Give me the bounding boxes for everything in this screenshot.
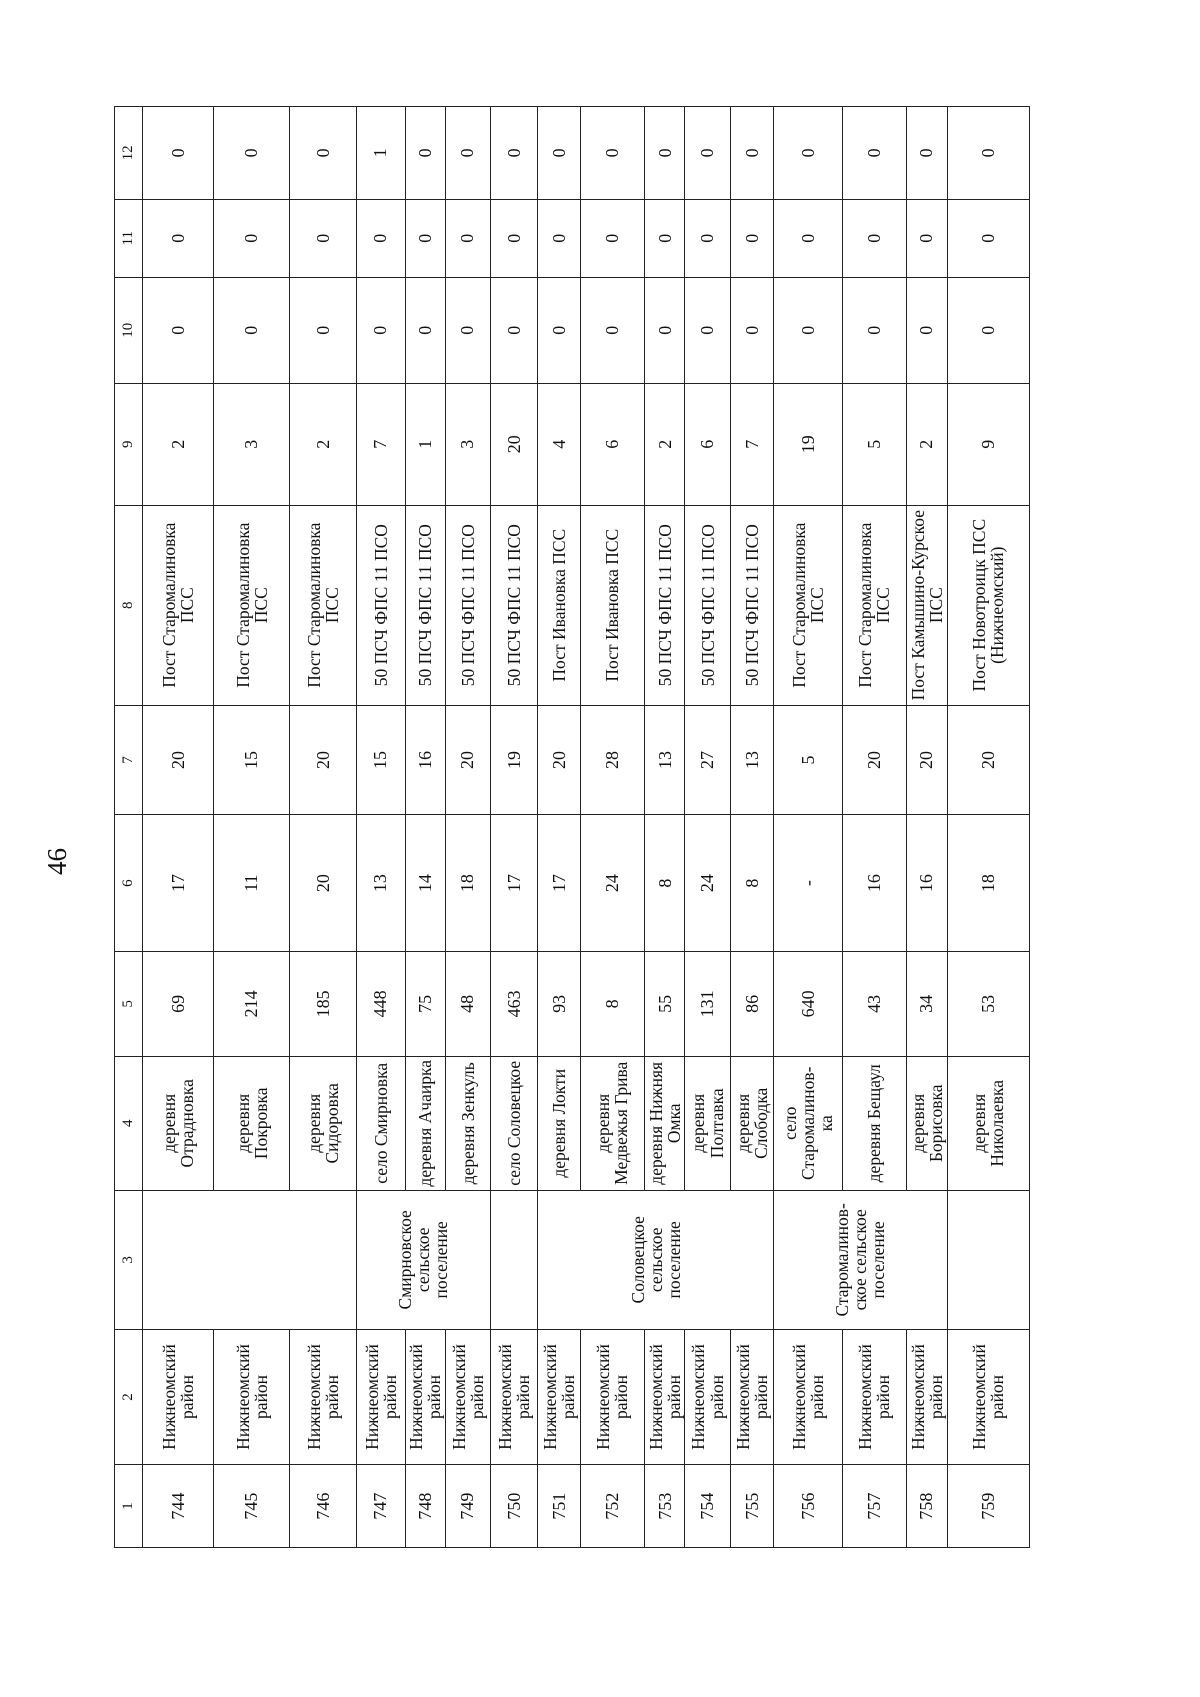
population-cell: 48 bbox=[445, 951, 490, 1056]
locality-cell: село Старомалинов-ка bbox=[773, 1056, 842, 1190]
value-cell: 0 bbox=[773, 199, 842, 277]
value-cell: 0 bbox=[405, 107, 445, 200]
district-cell: Нижнеомский район bbox=[445, 1329, 490, 1464]
value-cell: 0 bbox=[645, 107, 685, 200]
value-cell: 5 bbox=[843, 383, 907, 505]
value-cell: 20 bbox=[445, 705, 490, 815]
locality-cell: деревня Нижняя Омка bbox=[645, 1056, 685, 1190]
value-cell: 19 bbox=[773, 383, 842, 505]
value-cell: 8 bbox=[730, 815, 773, 952]
district-cell: Нижнеомский район bbox=[730, 1329, 773, 1464]
fire-unit-cell: Пост Ивановка ПСС bbox=[538, 505, 580, 705]
population-cell: 69 bbox=[143, 951, 214, 1056]
value-cell: 13 bbox=[356, 815, 405, 952]
value-cell: 7 bbox=[730, 383, 773, 505]
value-cell: 3 bbox=[445, 383, 490, 505]
fire-unit-cell: Пост Ивановка ПСС bbox=[580, 505, 645, 705]
settlement-group-cell: Соловецкое сельское поселение bbox=[538, 1190, 773, 1329]
value-cell: 0 bbox=[356, 199, 405, 277]
value-cell: 20 bbox=[289, 705, 356, 815]
value-cell: 3 bbox=[214, 383, 290, 505]
district-cell: Нижнеомский район bbox=[906, 1329, 947, 1464]
fire-unit-cell: Пост Камышино-Курское ПСС bbox=[906, 505, 947, 705]
fire-unit-cell: Пост Новотроицк ПСС (Нижнеомский) bbox=[947, 505, 1029, 705]
district-cell: Нижнеомский район bbox=[843, 1329, 907, 1464]
rotated-table-wrapper bbox=[114, 106, 1030, 1548]
settlements-table bbox=[114, 106, 1030, 1548]
district-cell: Нижнеомский район bbox=[580, 1329, 645, 1464]
district-cell: Нижнеомский район bbox=[645, 1329, 685, 1464]
fire-unit-cell: Пост Старомалиновка ПСС bbox=[289, 505, 356, 705]
row-number-cell: 754 bbox=[685, 1465, 730, 1548]
value-cell: 0 bbox=[490, 199, 538, 277]
header-cell: 7 bbox=[115, 705, 143, 815]
fire-unit-cell: Пост Старомалиновка ПСС bbox=[214, 505, 290, 705]
row-number-cell: 746 bbox=[289, 1465, 356, 1548]
value-cell: 0 bbox=[289, 199, 356, 277]
value-cell: 0 bbox=[947, 277, 1029, 383]
value-cell: 28 bbox=[580, 705, 645, 815]
table-row bbox=[289, 107, 356, 1548]
district-cell: Нижнеомский район bbox=[773, 1329, 842, 1464]
value-cell: 0 bbox=[143, 277, 214, 383]
value-cell: 0 bbox=[538, 277, 580, 383]
header-cell: 4 bbox=[115, 1056, 143, 1190]
locality-cell: деревня Сидоровка bbox=[289, 1056, 356, 1190]
value-cell: 0 bbox=[445, 199, 490, 277]
value-cell: 0 bbox=[906, 199, 947, 277]
value-cell: 0 bbox=[214, 277, 290, 383]
value-cell: 0 bbox=[773, 277, 842, 383]
value-cell: 8 bbox=[645, 815, 685, 952]
value-cell: 0 bbox=[947, 199, 1029, 277]
value-cell: 13 bbox=[645, 705, 685, 815]
value-cell: 24 bbox=[580, 815, 645, 952]
fire-unit-cell: 50 ПСЧ ФПС 11 ПСО bbox=[645, 505, 685, 705]
table-row bbox=[538, 107, 580, 1548]
value-cell: 0 bbox=[214, 107, 290, 200]
value-cell: 4 bbox=[538, 383, 580, 505]
table-row bbox=[773, 107, 842, 1548]
district-cell: Нижнеомский район bbox=[356, 1329, 405, 1464]
value-cell: 0 bbox=[538, 107, 580, 200]
value-cell: 0 bbox=[947, 107, 1029, 200]
locality-cell: деревня Зенкуль bbox=[445, 1056, 490, 1190]
district-cell: Нижнеомский район bbox=[490, 1329, 538, 1464]
district-cell: Нижнеомский район bbox=[289, 1329, 356, 1464]
locality-cell: деревня Бещаул bbox=[843, 1056, 907, 1190]
population-cell: 55 bbox=[645, 951, 685, 1056]
population-cell: 8 bbox=[580, 951, 645, 1056]
value-cell: 20 bbox=[143, 705, 214, 815]
value-cell: 0 bbox=[143, 107, 214, 200]
value-cell: 0 bbox=[773, 107, 842, 200]
value-cell: 0 bbox=[405, 199, 445, 277]
value-cell: 14 bbox=[405, 815, 445, 952]
table-row bbox=[645, 107, 685, 1548]
value-cell: 16 bbox=[906, 815, 947, 952]
header-cell: 11 bbox=[115, 199, 143, 277]
locality-cell: деревня Борисовка bbox=[906, 1056, 947, 1190]
fire-unit-cell: 50 ПСЧ ФПС 11 ПСО bbox=[445, 505, 490, 705]
value-cell: 0 bbox=[685, 277, 730, 383]
locality-cell: деревня Слободка bbox=[730, 1056, 773, 1190]
row-number-cell: 747 bbox=[356, 1465, 405, 1548]
population-cell: 34 bbox=[906, 951, 947, 1056]
value-cell: 0 bbox=[289, 107, 356, 200]
value-cell: 15 bbox=[214, 705, 290, 815]
table-row bbox=[405, 107, 445, 1548]
value-cell: 2 bbox=[289, 383, 356, 505]
row-number-cell: 757 bbox=[843, 1465, 907, 1548]
value-cell: 20 bbox=[843, 705, 907, 815]
value-cell: 15 bbox=[356, 705, 405, 815]
locality-cell: деревня Полтавка bbox=[685, 1056, 730, 1190]
table-row bbox=[730, 107, 773, 1548]
header-cell: 9 bbox=[115, 383, 143, 505]
value-cell: 16 bbox=[405, 705, 445, 815]
locality-cell: село Соловецкое bbox=[490, 1056, 538, 1190]
value-cell: 0 bbox=[645, 277, 685, 383]
district-cell: Нижнеомский район bbox=[214, 1329, 290, 1464]
value-cell: 20 bbox=[490, 383, 538, 505]
header-cell: 8 bbox=[115, 505, 143, 705]
value-cell: 0 bbox=[289, 277, 356, 383]
header-row bbox=[115, 107, 143, 1548]
value-cell: 0 bbox=[580, 277, 645, 383]
header-cell: 5 bbox=[115, 951, 143, 1056]
table-row bbox=[580, 107, 645, 1548]
table-row bbox=[214, 107, 290, 1548]
value-cell: 11 bbox=[214, 815, 290, 952]
page-number: 46 bbox=[42, 848, 72, 875]
district-cell: Нижнеомский район bbox=[405, 1329, 445, 1464]
value-cell: - bbox=[773, 815, 842, 952]
row-number-cell: 744 bbox=[143, 1465, 214, 1548]
value-cell: 0 bbox=[730, 277, 773, 383]
value-cell: 1 bbox=[356, 107, 405, 200]
value-cell: 20 bbox=[906, 705, 947, 815]
value-cell: 0 bbox=[490, 277, 538, 383]
header-cell: 2 bbox=[115, 1329, 143, 1464]
value-cell: 0 bbox=[405, 277, 445, 383]
value-cell: 20 bbox=[538, 705, 580, 815]
district-cell: Нижнеомский район bbox=[685, 1329, 730, 1464]
row-number-cell: 748 bbox=[405, 1465, 445, 1548]
settlement-group-cell-empty bbox=[947, 1190, 1029, 1329]
header-cell: 1 bbox=[115, 1465, 143, 1548]
value-cell: 0 bbox=[143, 199, 214, 277]
value-cell: 17 bbox=[538, 815, 580, 952]
value-cell: 2 bbox=[645, 383, 685, 505]
district-cell: Нижнеомский район bbox=[538, 1329, 580, 1464]
value-cell: 5 bbox=[773, 705, 842, 815]
header-cell: 12 bbox=[115, 107, 143, 200]
row-number-cell: 753 bbox=[645, 1465, 685, 1548]
locality-cell: деревня Николаевка bbox=[947, 1056, 1029, 1190]
fire-unit-cell: Пост Старомалиновка ПСС bbox=[843, 505, 907, 705]
value-cell: 0 bbox=[580, 199, 645, 277]
locality-cell: село Смирновка bbox=[356, 1056, 405, 1190]
value-cell: 24 bbox=[685, 815, 730, 952]
row-number-cell: 751 bbox=[538, 1465, 580, 1548]
population-cell: 75 bbox=[405, 951, 445, 1056]
fire-unit-cell: 50 ПСЧ ФПС 11 ПСО bbox=[730, 505, 773, 705]
fire-unit-cell: Пост Старомалиновка ПСС bbox=[143, 505, 214, 705]
fire-unit-cell: 50 ПСЧ ФПС 11 ПСО bbox=[685, 505, 730, 705]
value-cell: 0 bbox=[730, 107, 773, 200]
fire-unit-cell: Пост Старомалиновка ПСС bbox=[773, 505, 842, 705]
locality-cell: деревня Отрадновка bbox=[143, 1056, 214, 1190]
value-cell: 0 bbox=[445, 277, 490, 383]
value-cell: 2 bbox=[143, 383, 214, 505]
population-cell: 463 bbox=[490, 951, 538, 1056]
table-row bbox=[356, 107, 405, 1548]
value-cell: 6 bbox=[685, 383, 730, 505]
table-row bbox=[490, 107, 538, 1548]
value-cell: 20 bbox=[289, 815, 356, 952]
value-cell: 2 bbox=[906, 383, 947, 505]
row-number-cell: 750 bbox=[490, 1465, 538, 1548]
value-cell: 6 bbox=[580, 383, 645, 505]
value-cell: 0 bbox=[906, 277, 947, 383]
value-cell: 0 bbox=[685, 107, 730, 200]
value-cell: 7 bbox=[356, 383, 405, 505]
population-cell: 93 bbox=[538, 951, 580, 1056]
header-cell: 6 bbox=[115, 815, 143, 952]
population-cell: 640 bbox=[773, 951, 842, 1056]
district-cell: Нижнеомский район bbox=[143, 1329, 214, 1464]
header-cell: 10 bbox=[115, 277, 143, 383]
fire-unit-cell: 50 ПСЧ ФПС 11 ПСО bbox=[405, 505, 445, 705]
row-number-cell: 749 bbox=[445, 1465, 490, 1548]
value-cell: 16 bbox=[843, 815, 907, 952]
locality-cell: деревня Ачаирка bbox=[405, 1056, 445, 1190]
locality-cell: деревня Медвежья Грива bbox=[580, 1056, 645, 1190]
value-cell: 0 bbox=[843, 277, 907, 383]
table-row bbox=[143, 107, 214, 1548]
district-cell: Нижнеомский район bbox=[947, 1329, 1029, 1464]
fire-unit-cell: 50 ПСЧ ФПС 11 ПСО bbox=[356, 505, 405, 705]
row-number-cell: 758 bbox=[906, 1465, 947, 1548]
population-cell: 86 bbox=[730, 951, 773, 1056]
value-cell: 0 bbox=[843, 199, 907, 277]
fire-unit-cell: 50 ПСЧ ФПС 11 ПСО bbox=[490, 505, 538, 705]
value-cell: 17 bbox=[143, 815, 214, 952]
table-row bbox=[906, 107, 947, 1548]
value-cell: 0 bbox=[645, 199, 685, 277]
value-cell: 0 bbox=[685, 199, 730, 277]
value-cell: 0 bbox=[580, 107, 645, 200]
value-cell: 9 bbox=[947, 383, 1029, 505]
value-cell: 0 bbox=[445, 107, 490, 200]
settlement-group-cell: Старомалинов-ское сельское поселение bbox=[773, 1190, 947, 1329]
row-number-cell: 745 bbox=[214, 1465, 290, 1548]
table-row bbox=[685, 107, 730, 1548]
table-row bbox=[843, 107, 907, 1548]
value-cell: 1 bbox=[405, 383, 445, 505]
settlement-group-cell: Смирновское сельское поселение bbox=[356, 1190, 490, 1329]
population-cell: 43 bbox=[843, 951, 907, 1056]
population-cell: 448 bbox=[356, 951, 405, 1056]
population-cell: 214 bbox=[214, 951, 290, 1056]
value-cell: 0 bbox=[214, 199, 290, 277]
row-number-cell: 756 bbox=[773, 1465, 842, 1548]
value-cell: 0 bbox=[538, 199, 580, 277]
table-row bbox=[947, 107, 1029, 1548]
value-cell: 0 bbox=[356, 277, 405, 383]
population-cell: 185 bbox=[289, 951, 356, 1056]
locality-cell: деревня Покровка bbox=[214, 1056, 290, 1190]
header-cell: 3 bbox=[115, 1190, 143, 1329]
value-cell: 0 bbox=[490, 107, 538, 200]
value-cell: 0 bbox=[843, 107, 907, 200]
value-cell: 19 bbox=[490, 705, 538, 815]
row-number-cell: 752 bbox=[580, 1465, 645, 1548]
value-cell: 20 bbox=[947, 705, 1029, 815]
population-cell: 53 bbox=[947, 951, 1029, 1056]
value-cell: 13 bbox=[730, 705, 773, 815]
settlement-group-cell-empty bbox=[490, 1190, 538, 1329]
value-cell: 18 bbox=[947, 815, 1029, 952]
value-cell: 18 bbox=[445, 815, 490, 952]
value-cell: 0 bbox=[730, 199, 773, 277]
table-row bbox=[445, 107, 490, 1548]
row-number-cell: 755 bbox=[730, 1465, 773, 1548]
row-number-cell: 759 bbox=[947, 1465, 1029, 1548]
locality-cell: деревня Локти bbox=[538, 1056, 580, 1190]
value-cell: 0 bbox=[906, 107, 947, 200]
population-cell: 131 bbox=[685, 951, 730, 1056]
settlement-group-cell-empty bbox=[143, 1190, 357, 1329]
value-cell: 27 bbox=[685, 705, 730, 815]
value-cell: 17 bbox=[490, 815, 538, 952]
